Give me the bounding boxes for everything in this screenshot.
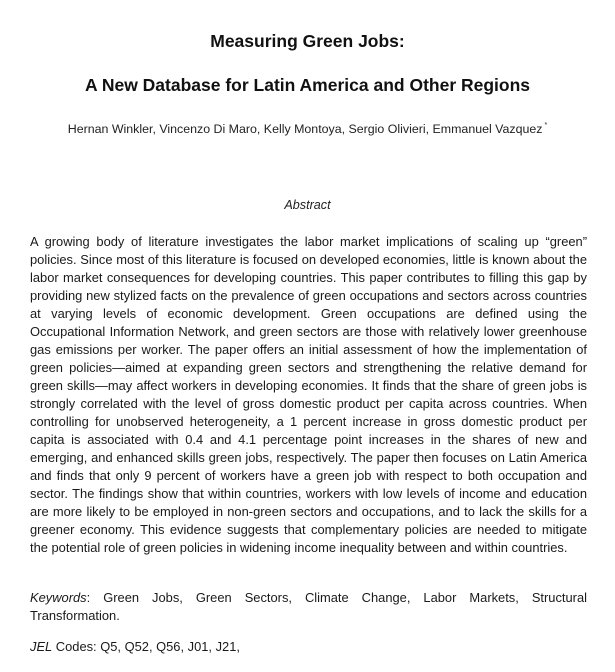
- paper-title-line-2: A New Database for Latin America and Other Regions: [84, 75, 531, 95]
- abstract-text: A growing body of literature investigates the labor market implications of scaling up “green” policies. Since most of this literature is focused on developed economies, little is known about the labor market consequences for developing countries. This paper contributes to filling this gap by providing new stylized facts on the prevalence of green occupations and sectors across countries at varying levels of economic development. Green occupations are defined using the Occupational Information Network, and green sectors are those with relatively lower greenhouse gas emissions per worker. The paper offers an initial assessment of how the implementation of green policies—aimed at expanding green sectors and strengthening the relative demand for green skills—may affect workers in developing economies. It finds that the share of green jobs is strongly correlated with the level of gross domestic product per capita across countries. When controlling for unobserved heterogeneity, a 1 percent increase in gross domestic product per capita is associated with 0.4 and 4.1 percentage point increases in the shares of new and emerging, and enhanced skills green jobs, respectively. The paper then focuses on Latin America and finds that only 9 percent of workers have a green job with respect to both occupation and sector. The findings show that within countries, workers with low levels of income and education are more likely to be employed in non-green sectors and occupations, and to lack the skills for a greener economy. This evidence suggests that complementary policies are needed to mitigate the potential role of green policies in widening income inequality between and within countries.: [30, 234, 587, 555]
- jel-codes-text: Codes: Q5, Q52, Q56, J01, J21,: [52, 639, 240, 654]
- author-footnote-mark: *: [544, 122, 548, 129]
- abstract-heading: Abstract: [284, 198, 331, 212]
- keywords-text: : Green Jobs, Green Sectors, Climate Change, Labor Markets, Structural Transformation.: [30, 590, 587, 623]
- keywords-paragraph: [30, 589, 587, 625]
- paper-title-line-1: Measuring Green Jobs:: [210, 31, 405, 51]
- jel-codes-paragraph: [30, 638, 587, 656]
- jel-label: JEL: [30, 639, 53, 654]
- author-names: Hernan Winkler, Vincenzo Di Maro, Kelly Montoya, Sergio Olivieri, Emmanuel Vazquez: [67, 122, 543, 136]
- author-list: [0, 122, 615, 136]
- keywords-label: Keywords: [30, 590, 87, 605]
